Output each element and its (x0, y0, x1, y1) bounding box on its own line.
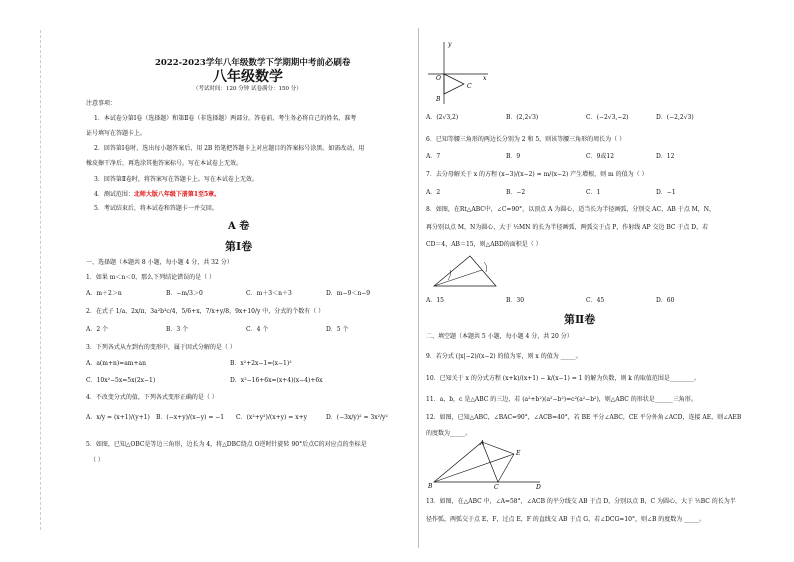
label-x: x (483, 75, 487, 82)
note-1: 1．本试卷分第Ⅰ卷（选择题）和第Ⅱ卷（非选择题）两部分。答卷前，考生务必将自己的姓名、准考 (94, 115, 357, 122)
label-o: O (436, 75, 441, 82)
left-column (80, 0, 415, 562)
note-2b: 橡皮擦干净后，再选涂其他答案标号。写在本试卷上无效。 (86, 160, 243, 167)
q8-opt-a: A．15 (426, 297, 444, 304)
q11: 11．a，b，c 是△ABC 的三边，若 (a²+b²)(a²−b²)=c²(a²−b²)，则△ABC 的形状是______三角形。 (426, 396, 697, 403)
q8-opt-c: C．45 (586, 297, 605, 304)
label-c: C (467, 83, 472, 90)
note-4: 4．测试范围：北师大版八年级下册第1至5章。 (94, 191, 221, 198)
q5-figure (424, 38, 494, 108)
q13-line-1: 13．如图，在△ABC 中，∠A=58°，∠ACB 的平分线交 AB 于点 D，分别以点 B，C 为圆心，大于 ½BC 的长为半 (426, 498, 736, 505)
part2-intro: 二、填空题（本题共 5 小题，每小题 4 分，共 20 分） (426, 333, 573, 340)
q4-opt-c: C．(x²+y²)/(x+y) = x+y (236, 414, 308, 421)
q12-line-2: 的度数为_____。 (426, 430, 472, 437)
q4-opt-b: B．(−x+y)/(x−y) = −1 (156, 414, 225, 421)
q10: 10．已知关于 x 的分式方程 (x+k)/(x+1) − k/(x−1) = 1 的解为负数，则 k 的取值范围是________。 (426, 375, 700, 382)
label-b: B (436, 96, 441, 103)
part1-intro: 一、选择题（本题共 8 小题，每小题 4 分，共 32 分） (86, 259, 233, 266)
arc-p (484, 262, 487, 272)
right-column (424, 0, 742, 562)
q1-opt-c: C．m＋3＜n＋3 (246, 290, 292, 297)
q5-opt-d: D．(−2,2√3) (656, 114, 694, 121)
q12-figure (428, 438, 548, 490)
q5-opt-b: B．(2,2√3) (506, 114, 539, 121)
q2-opt-a: A．2 个 (86, 326, 109, 333)
q4-opt-d: D．(−3x/y)² = 3x²/y² (326, 414, 388, 421)
q2-opt-c: C．4 个 (246, 326, 269, 333)
q9: 9．若分式 (|x|−2)/(x−2) 的值为零，则 x 的值为 _____。 (426, 353, 582, 360)
label-d-12: D (536, 484, 541, 490)
q4-stem: 4．不改变分式的值，下列各式变形正确的是（ ） (86, 394, 218, 401)
triangle-obc (444, 74, 464, 94)
q4-opt-a: A．x/y = (x+1)/(y+1) (86, 414, 150, 421)
volume-a: A 卷 (228, 221, 250, 232)
q13-line-2: 径作弧，两弧交于点 E，F，过点 E，F 的直线交 AB 于点 G，若∠DCG=10°，则∠B 的度数为 _____。 (426, 516, 706, 523)
q8-line-2: 再分别以点 M，N为圆心，大于 ½MN 的长为半径画弧，两弧交于点 P，作射线 AP 交边 BC 于点 D，若 (426, 224, 709, 231)
q12-line-1: 12．如图，已知△ABC，∠BAC=90°，∠ACB=40°，若 BE 平分∠ABC，CE 平分外角∠ACD，连接 AE，则∠AEB (426, 414, 742, 421)
part1-heading: 第Ⅰ卷 (225, 240, 253, 253)
bisector-be (434, 454, 514, 482)
q7-opt-c: C．1 (586, 189, 601, 196)
label-b-12: B (428, 483, 433, 490)
q3-opt-d: D．x²−16+6x=(x+4)(x−4)+6x (230, 377, 323, 384)
scope-text: 北师大版八年级下册第1至5章。 (133, 191, 221, 198)
label-e-12: E (516, 450, 521, 457)
note-2: 2．回答第Ⅰ卷时，选出每小题答案后，用 2B 铅笔把答题卡上对应题目的答案标号涂黑。如需改动，用 (94, 145, 365, 152)
label-a-12: A (480, 440, 485, 447)
q3-opt-c: C．10x²−5x=5x(2x−1) (86, 377, 156, 384)
q5-opt-c: C．(−2√3,−2) (586, 114, 629, 121)
q1-opt-b: B．−m/3＞0 (166, 290, 203, 297)
q1-opt-d: D．m−9＜n−9 (326, 290, 371, 297)
q7-opt-a: A．2 (426, 189, 441, 196)
q8-opt-b: B．30 (506, 297, 525, 304)
q7-opt-d: D．−1 (656, 189, 676, 196)
q8-opt-d: D．60 (656, 297, 675, 304)
q5-paren: （ ） (90, 457, 104, 464)
triangle-abc (434, 256, 496, 286)
note-3: 3．回答第Ⅱ卷时，将答案写在答题卡上。写在本试卷上无效。 (94, 176, 258, 183)
q3-opt-a: A．a(m+n)=am+an (86, 360, 146, 367)
q5-stem: 5．如图，已知△OBC是等边三角形，边长为 4，将△DBC绕点 O逆时针旋转 90°后点C的对应点的坐标是 (86, 441, 367, 448)
column-divider (418, 28, 419, 548)
q5-opt-a: A．(2√3,2) (426, 114, 459, 121)
q1-opt-a: A．m＋2＞n (86, 290, 122, 297)
subject-title: 八年级数学 (213, 69, 283, 85)
notes-title: 注意事项： (86, 100, 117, 107)
q1-stem: 1．如果 m＜n＜0，那么下列结论错误的是（ ） (86, 274, 216, 281)
q2-opt-b: B．3 个 (166, 326, 189, 333)
note-1b: 证号填写在答题卡上。 (86, 130, 147, 137)
q3-stem: 3．下列各式从左到右的变形中，属于因式分解的是（ ） (86, 344, 236, 351)
q6-opt-c: C．9或12 (586, 153, 615, 160)
q6-stem: 6．已知等腰三角形的两边长分别为 2 和 5，则该等腰三角形的周长为（ ） (426, 136, 626, 143)
ray-ap (434, 270, 482, 286)
q2-stem: 2．在式子 1/a，2x/π，3a²b³c/4，5/6+x，7/x+y/8，9x+10/y 中，分式的个数有（ ） (86, 308, 325, 315)
exam-title: 2022-2023学年八年级数学下学期期中考前必刷卷 (155, 58, 351, 68)
q2-opt-d: D．5 个 (326, 326, 349, 333)
q7-opt-b: B．−2 (506, 189, 526, 196)
q6-opt-d: D．12 (656, 153, 675, 160)
q8-line-3: CD＝4，AB＝15，则△ABD的面积是（ ） (426, 241, 542, 248)
q6-opt-a: A．7 (426, 153, 441, 160)
q8-line-1: 8．如图，在Rt△ABC中，∠C=90°，以顶点 A 为圆心，适当长为半径画弧，分别交 AC，AB 于点 M，N， (426, 206, 716, 213)
label-y: y (448, 41, 452, 48)
bisector-ce (498, 454, 514, 482)
q7-stem: 7．去分母解关于 x 的方程 (x−3)/(x−2) = m/(x−2) 产生增根，则 m 的值为（ ） (426, 171, 648, 178)
segment-ae (482, 442, 514, 454)
q6-opt-b: B．9 (506, 153, 521, 160)
label-c-12: C (494, 484, 499, 490)
exam-meta: （考试时间：120 分钟 试卷满分：150 分） (193, 86, 302, 92)
q3-opt-b: B．x²+2x−1=(x−1)² (230, 360, 292, 367)
triangle-abc-12 (434, 442, 498, 482)
binding-line (40, 30, 41, 530)
note-5: 5．考试结束后，将本试卷和答题卡一并交回。 (94, 205, 218, 212)
part2-heading: 第Ⅱ卷 (564, 313, 596, 326)
q8-figure (428, 252, 508, 292)
arc-mn (448, 270, 451, 280)
